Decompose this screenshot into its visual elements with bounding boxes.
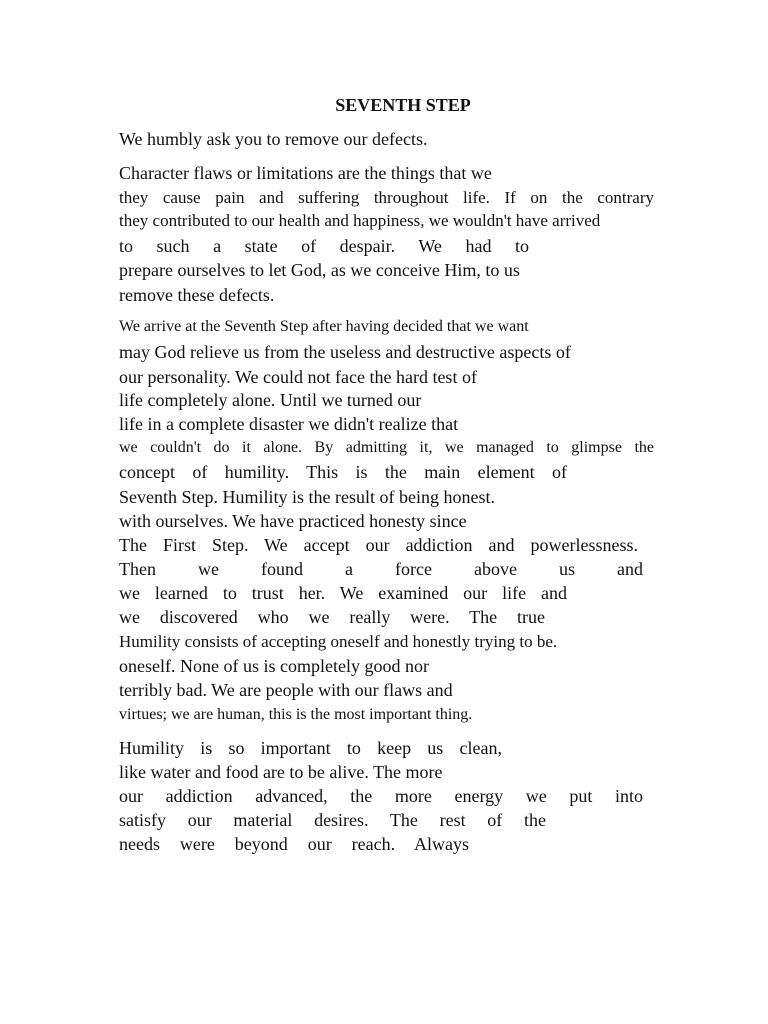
text-line: our personality. We could not face the hard test of [119,367,477,387]
text-line: Then we found a force above us and [119,559,643,579]
text-line: we discovered who we really were. The true [119,607,545,627]
text-line: to such a state of despair. We had to [119,236,529,256]
text-line: we learned to trust her. We examined our life and [119,583,567,603]
text-line: We arrive at the Seventh Step after having decided that we want [119,318,529,335]
text-line: We humbly ask you to remove our defects. [119,129,428,149]
text-line: The First Step. We accept our addiction and powerlessness. [119,535,638,555]
text-line: they contributed to our health and happiness, we wouldn't have arrived [119,211,601,230]
text-line: they cause pain and suffering throughout life. If on the contrary [119,188,654,207]
text-line: satisfy our material desires. The rest of the [119,810,546,830]
text-line: virtues; we are human, this is the most important thing. [119,706,473,723]
text-line: may God relieve us from the useless and destructive aspects of [119,342,571,362]
text-line: oneself. None of us is completely good nor [119,656,429,676]
text-line: life completely alone. Until we turned our [119,390,422,410]
text-line: Character flaws or limitations are the things that we [119,163,492,183]
text-line: life in a complete disaster we didn't realize that [119,414,459,434]
text-line: our addiction advanced, the more energy we put into [119,786,643,806]
text-line: remove these defects. [119,285,275,305]
text-line: concept of humility. This is the main element of [119,462,567,482]
text-line: Seventh Step. Humility is the result of being honest. [119,487,495,507]
text-line: terribly bad. We are people with our flaws and [119,680,453,700]
text-line: we couldn't do it alone. By admitting it, we managed to glimpse the [119,439,654,456]
text-line: Humility consists of accepting oneself and honestly trying to be. [119,632,558,651]
text-line: with ourselves. We have practiced honesty since [119,511,467,531]
text-line: like water and food are to be alive. The more [119,762,443,782]
text-line: Humility is so important to keep us clean, [119,738,502,758]
page-title: SEVENTH STEP [335,95,471,115]
text-line: prepare ourselves to let God, as we conceive Him, to us [119,260,520,280]
text-line: needs were beyond our reach. Always [119,834,469,854]
